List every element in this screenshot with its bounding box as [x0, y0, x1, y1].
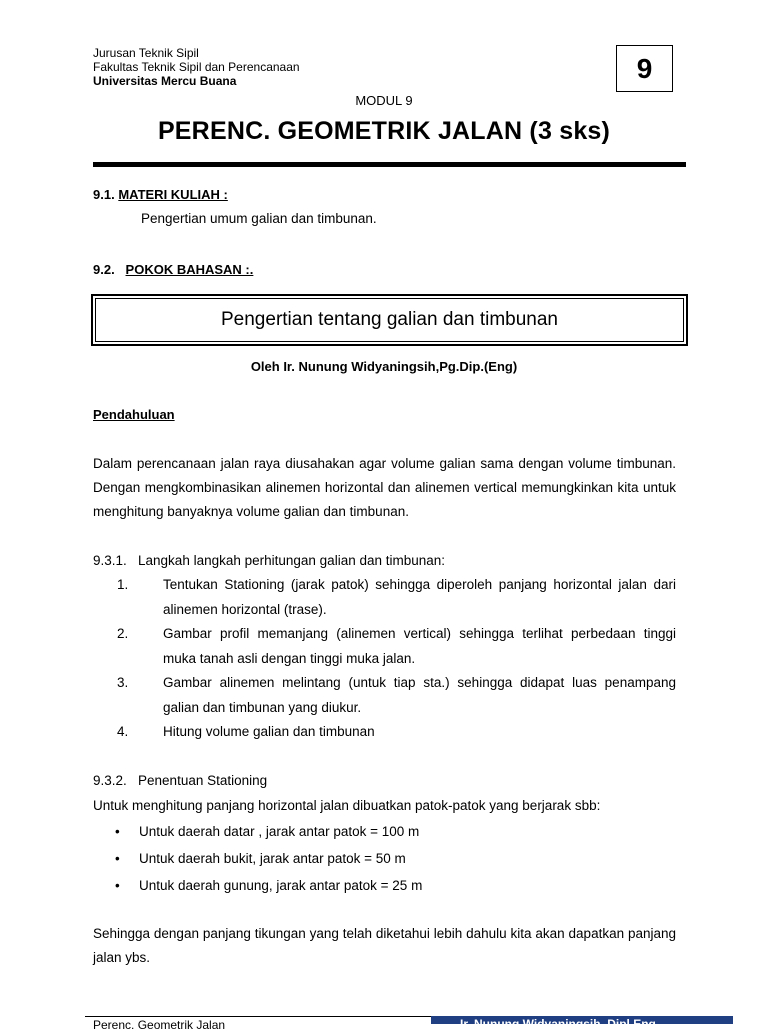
footer-rule — [85, 1016, 431, 1017]
list-item-text: Hitung volume galian dan timbunan — [163, 724, 375, 739]
institution-block — [93, 46, 300, 88]
footer-right-text: Ir. Nunung Widyaningsih, Dipl.Eng — [460, 1017, 656, 1031]
university-name: Universitas Mercu Buana — [93, 74, 237, 88]
section-title: POKOK BAHASAN :. — [125, 262, 254, 277]
department-line: Jurusan Teknik Sipil — [93, 46, 199, 60]
course-title: PERENC. GEOMETRIK JALAN (3 sks) — [157, 117, 611, 145]
section-9-2-heading — [93, 262, 253, 277]
list-item-text: Gambar profil memanjang (alinemen vertical) sehingga terlihat perbedaan tinggi muka tanah asli dengan tinggi muka jalan. — [163, 626, 676, 666]
section-9-1-heading — [93, 187, 228, 202]
list-item-number: 3. — [117, 675, 129, 690]
bullet-icon: • — [115, 878, 120, 893]
bullet-item — [93, 878, 676, 898]
module-label: MODUL 9 — [355, 93, 413, 108]
section-9-3-2-heading: 9.3.2. Penentuan Stationing — [93, 773, 268, 788]
list-item-text: Tentukan Stationing (jarak patok) sehingga diperoleh panjang horizontal jalan dari alinemen horizontal (trase). — [163, 577, 676, 617]
footer-left-text: Perenc. Geometrik Jalan — [93, 1018, 226, 1032]
bullet-item — [93, 824, 676, 844]
topic-box — [91, 294, 688, 346]
list-item — [93, 573, 676, 623]
section-number: 9.2. — [93, 262, 115, 277]
intro-heading-text: Pendahuluan — [93, 407, 175, 422]
bullet-icon: • — [115, 851, 120, 866]
section-9-1-text: Pengertian umum galian dan timbunan. — [141, 211, 377, 226]
section-9-3-2-intro: Untuk menghitung panjang horizontal jalan dibuatkan patok-patok yang berjarak sbb: — [93, 798, 601, 813]
bullet-item — [93, 851, 676, 871]
list-item — [93, 622, 676, 672]
bullet-text: Untuk daerah datar , jarak antar patok = 100 m — [139, 824, 420, 839]
closing-paragraph: Sehingga dengan panjang tikungan yang telah diketahui lebih dahulu kita akan dapatkan panjang jalan ybs. — [93, 926, 676, 965]
author-line: Oleh Ir. Nunung Widyaningsih,Pg.Dip.(Eng) — [250, 359, 518, 374]
bullet-icon: • — [115, 824, 120, 839]
intro-heading — [93, 407, 175, 422]
bullet-text: Untuk daerah gunung, jarak antar patok = 25 m — [139, 878, 423, 893]
section-title: MATERI KULIAH : — [118, 187, 228, 202]
section-9-3-1-heading: 9.3.1. Langkah langkah perhitungan galian dan timbunan: — [93, 553, 446, 568]
list-item-number: 1. — [117, 577, 129, 592]
list-item — [93, 720, 676, 745]
section-number: 9.1. — [93, 187, 115, 202]
list-item — [93, 671, 676, 721]
intro-paragraph: Dalam perencanaan jalan raya diusahakan agar volume galian sama dengan volume timbunan. Dengan mengkombinasikan alinemen horizontal dan alinemen vertical memungkinkan kita untuk menghitung banyaknya volume galian dan timbunan. — [93, 456, 676, 519]
list-item-text: Gambar alinemen melintang (untuk tiap sta.) sehingga didapat luas penampang galian dan timbunan yang diukur. — [163, 675, 676, 715]
module-number-box: 9 — [616, 45, 673, 92]
list-item-number: 4. — [117, 724, 129, 739]
faculty-line: Fakultas Teknik Sipil dan Perencanaan — [93, 60, 300, 74]
list-item-number: 2. — [117, 626, 129, 641]
header-rule — [93, 162, 686, 167]
topic-title: Pengertian tentang galian dan timbunan — [95, 298, 684, 342]
bullet-text: Untuk daerah bukit, jarak antar patok = 50 m — [139, 851, 406, 866]
